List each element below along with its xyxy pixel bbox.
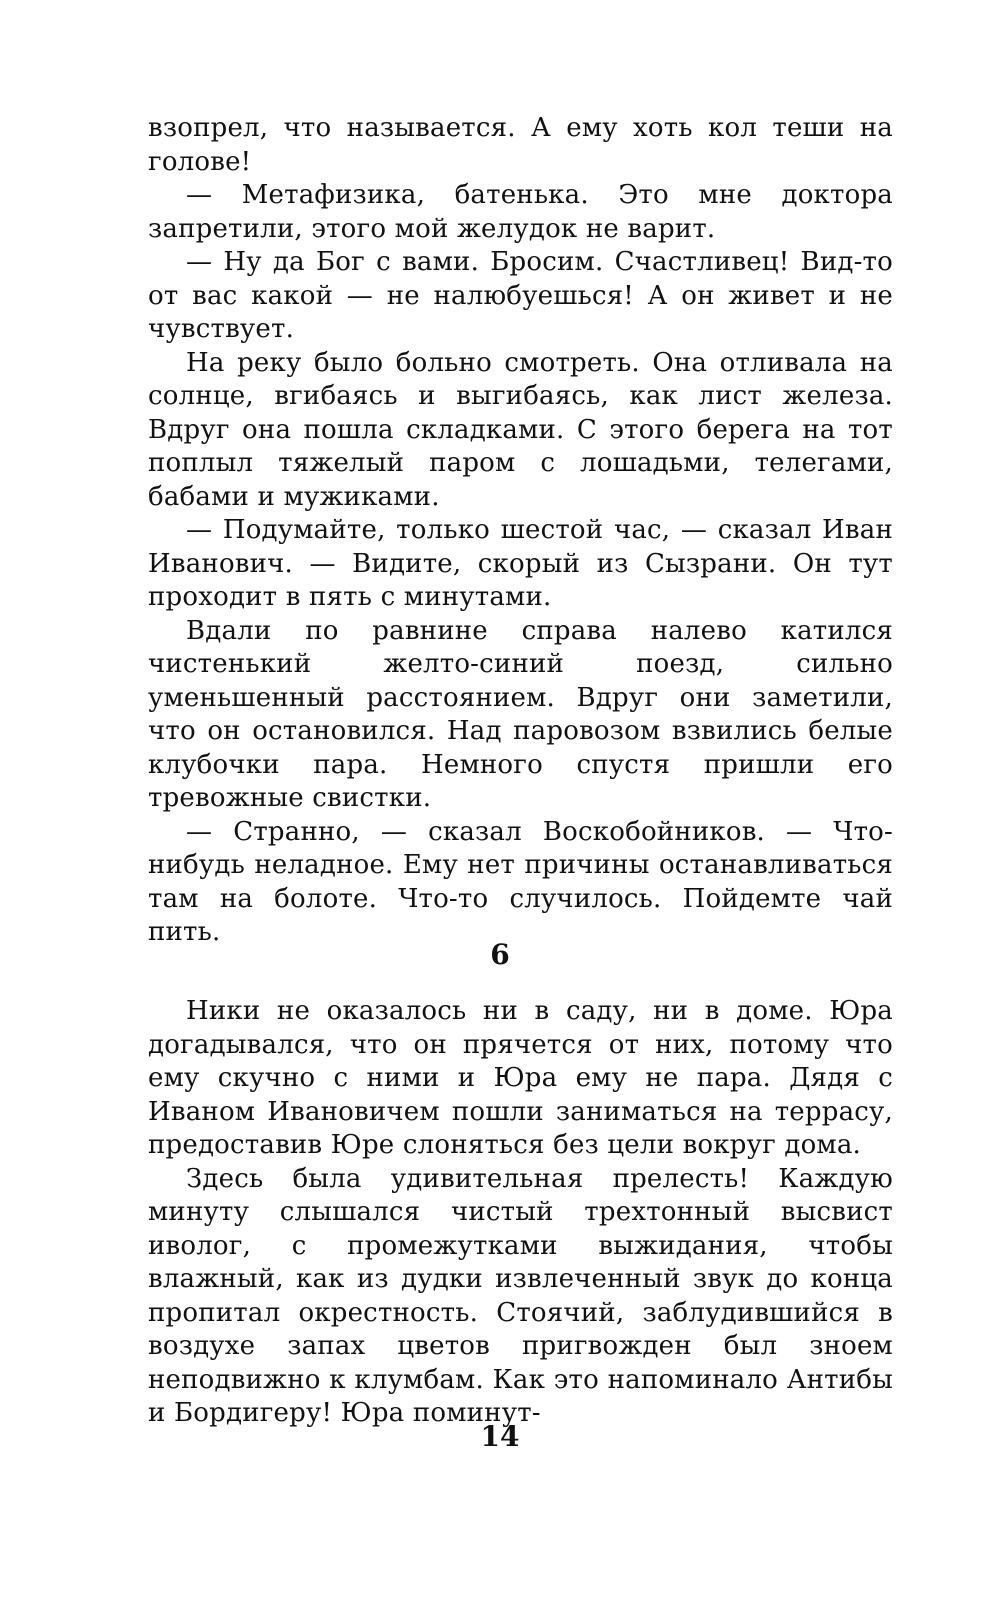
- paragraph: взопрел, что называется. А ему хоть кол теши на голове!: [148, 113, 893, 177]
- page-number: 14: [480, 1420, 520, 1453]
- paragraph: — Странно, — сказал Воскобойников. — Что-нибудь неладное. Ему нет причины останавливаться там на болоте. Что-то случилось. Пойдемте чай пить.: [148, 816, 893, 947]
- chapter-number: 6: [490, 938, 510, 971]
- paragraph: — Метафизика, батенька. Это мне доктора запретили, этого мой желудок не варит.: [148, 180, 893, 244]
- paragraph: На реку было больно смотреть. Она отливала на солнце, вгибаясь и выгибаясь, как лист железа. Вдруг она пошла складками. С этого берега на тот поплыл тяжелый паром с лошадьми, телегами, бабами и мужиками.: [148, 347, 893, 512]
- paragraph: Здесь была удивительная прелесть! Каждую минуту слышался чистый трехтонный высвист иволог, с промежутками выжидания, чтобы влажный, как из дудки извлеченный звук до конца пропитал окрестность. Стоячий, заблудившийся в воздухе запах цветов пригвожден был зноем неподвижно к клумбам. Как это напоминало Антибы и Бордигеру! Юра поминут-: [148, 1163, 893, 1428]
- paragraph: Ники не оказалось ни в саду, ни в доме. Юра догадывался, что он прячется от них, потому что ему скучно с ними и Юра ему не пара. Дядя с Иваном Ивановичем пошли заниматься на террасу, предоставив Юре слоняться без цели вокруг дома.: [148, 996, 893, 1160]
- paragraph: — Ну да Бог с вами. Бросим. Счастливец! Вид-то от вас какой — не налюбуешься! А он живет и не чувствует.: [148, 247, 893, 344]
- upper-text-block: [148, 112, 893, 950]
- paragraph: Вдали по равнине справа налево катился чистенький желто-синий поезд, сильно уменьшенный расстоянием. Вдруг они заметили, что он остановился. Над паровозом взвились белые клубочки пара. Немного спустя пришли его тревожные свистки.: [148, 615, 893, 813]
- lower-text-block: [148, 995, 893, 1431]
- paragraph: — Подумайте, только шестой час, — сказал Иван Иванович. — Видите, скорый из Сызрани. Он тут проходит в пять с минутами.: [148, 515, 893, 612]
